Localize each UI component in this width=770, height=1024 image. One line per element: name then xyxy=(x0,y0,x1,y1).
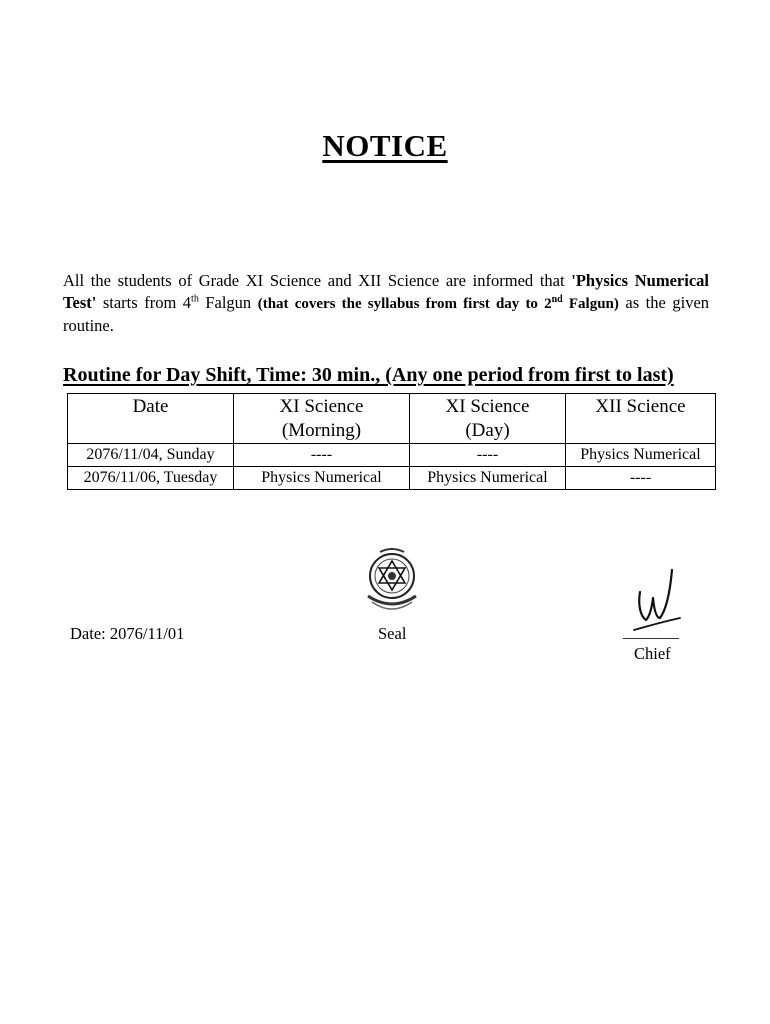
header-date: Date xyxy=(68,394,234,444)
syllabus-note: (that covers the syllabus from first day to 2nd Falgun) xyxy=(257,293,619,312)
paragraph-text-4: as the given routine. xyxy=(63,292,710,335)
cell-xi-day: ---- xyxy=(410,444,566,467)
notice-title: NOTICE xyxy=(322,128,448,163)
notice-date: Date: 2076/11/01 xyxy=(70,624,185,643)
paragraph-text-1: All the students of Grade XI Science and XII Science are informed that xyxy=(63,271,572,290)
cell-xi-day: Physics Numerical xyxy=(410,467,566,490)
cell-xi-morning: Physics Numerical xyxy=(234,467,410,490)
signatory-title: Chief xyxy=(634,644,671,663)
cell-xii: ---- xyxy=(566,467,716,490)
cell-xii: Physics Numerical xyxy=(566,444,716,467)
table-header-row xyxy=(68,394,716,444)
paragraph-text-2: starts from 4 xyxy=(96,292,192,312)
ordinal-suffix-th: th xyxy=(191,293,199,304)
table-row xyxy=(68,467,716,490)
signature-line: _______ xyxy=(623,624,679,641)
test-name: 'Physics Numerical Test' xyxy=(63,271,709,312)
routine-heading: Routine for Day Shift, Time: 30 min., (Any one period from first to last) xyxy=(63,364,674,386)
cell-xi-morning: ---- xyxy=(234,444,410,467)
table-row xyxy=(68,444,716,467)
school-seal-icon xyxy=(358,546,426,618)
notice-paragraph xyxy=(63,270,709,337)
seal-label: Seal xyxy=(378,624,407,643)
cell-date: 2076/11/06, Tuesday xyxy=(68,467,234,490)
header-xii: XII Science xyxy=(566,394,716,444)
routine-table xyxy=(67,393,716,490)
cell-date: 2076/11/04, Sunday xyxy=(68,444,234,467)
header-xi-morning: XI Science (Morning) xyxy=(234,394,410,444)
header-xi-day: XI Science (Day) xyxy=(410,394,566,444)
paragraph-text-3: Falgun xyxy=(198,292,258,312)
ordinal-suffix-nd: nd xyxy=(551,293,563,305)
